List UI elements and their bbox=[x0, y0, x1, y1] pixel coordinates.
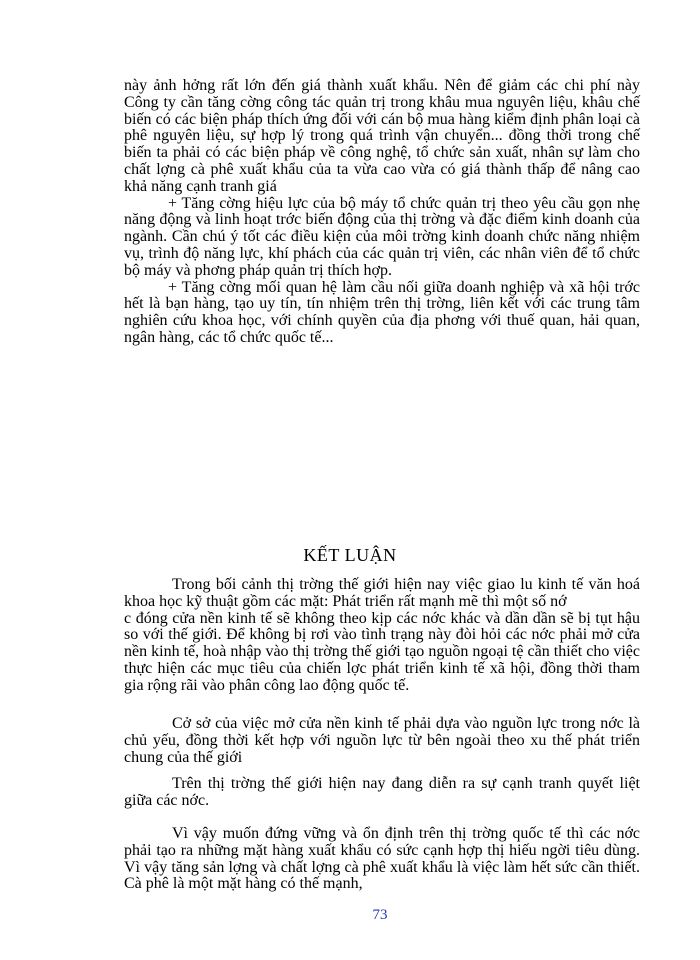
paragraph-coffee-export: Vì vậy muốn đứng vững và ổn định trên thị trờng quốc tế thì các nớc phải tạo ra những mặt hàng xuất khẩu có sức cạnh hợp thị hiếu ngời tiêu dùng. Vì vậy tăng sản lợng và chất lợng cà phê xuất khẩu là việc làm hết sức cần thiết. Cà phê là một mặt hàng có thế mạnh, bbox=[124, 825, 640, 893]
conclusion-text-4 bbox=[124, 826, 640, 893]
paragraph-external-relations: + Tăng cờng mối quan hệ làm cầu nối giữa doanh nghiệp và xã hội trớc hết là bạn hàng, tạo uy tín, tín nhiệm trên thị trờng, liên kết với các trung tâm nghiên cứu khoa học, với chính quyền của địa phơng với thuế quan, hải quan, ngân hàng, các tổ chức quốc tế... bbox=[124, 278, 640, 346]
paragraph-competition: Trên thị trờng thế giới hiện nay đang diễn ra sự cạnh tranh quyết liệt giữa các nớc. bbox=[124, 775, 640, 809]
paragraph-open-economy: c đóng cửa nền kinh tế sẽ không theo kịp các nớc khác và dần dần sẽ bị tụt hậu so với thế giới. Để không bị rơi vào tình trạng này đòi hỏi các nớc phải mở cửa nền kinh tế, hoà nhập vào thị trờng thế giới tạo nguồn ngoại tệ cần thiết cho việc thực hiện các mục tiêu của chiến lợc phát triển kinh tế xã hội, đồng thời tham gia rộng rãi vào phân công lao động quốc tế. bbox=[124, 609, 640, 694]
paragraph-management-efficiency: + Tăng cờng hiệu lực của bộ máy tổ chức quản trị theo yêu cầu gọn nhẹ năng động và linh hoạt trớc biến động của thị trờng và đặc điểm kinh doanh của ngành. Cần chú ý tốt các điều kiện của môi trờng kinh doanh chức năng nhiệm vụ, trình độ năng lực, khí phách của các quản trị viên, các nhân viên để tổ chức bộ máy và phơng pháp quản trị thích hợp. bbox=[124, 194, 640, 279]
body-text-top bbox=[124, 78, 640, 347]
conclusion-heading: KẾT LUẬN bbox=[303, 545, 397, 565]
paragraph-cost-reduction: này ảnh hởng rất lớn đến giá thành xuất khẩu. Nên để giảm các chi phí này Công ty cần tăng cờng công tác quản trị trong khâu mua nguyên liệu, khâu chế biến có các biện pháp thích ứng đối với cán bộ mua hàng kiểm định phân loại cà phê nguyên liệu, sự hợp lý trong quá trình vận chuyển... đồng thời trong chế biến ta phải có các biện pháp về công nghệ, tổ chức sản xuất, nhân sự làm cho chất lợng cà phê xuất khẩu của ta vừa cao vừa có giá thành thấp để nâng cao khả năng cạnh tranh giá bbox=[124, 77, 640, 195]
conclusion-text-3 bbox=[124, 776, 640, 810]
conclusion-text-1 bbox=[124, 577, 640, 695]
conclusion-text-2 bbox=[124, 716, 640, 766]
paragraph-domestic-resources: Cở sở của việc mở cửa nền kinh tế phải dựa vào nguồn lực trong nớc là chủ yếu, đồng thời kết hợp với nguồn lực từ bên ngoài theo xu thế phát triển chung của thế giới bbox=[124, 715, 640, 766]
page-number: 73 bbox=[372, 907, 388, 923]
paragraph-global-context: Trong bối cảnh thị trờng thế giới hiện nay việc giao lu kinh tế văn hoá khoa học kỹ thuật gồm các mặt: Phát triển rất mạnh mẽ thì một số nớ bbox=[124, 576, 640, 610]
